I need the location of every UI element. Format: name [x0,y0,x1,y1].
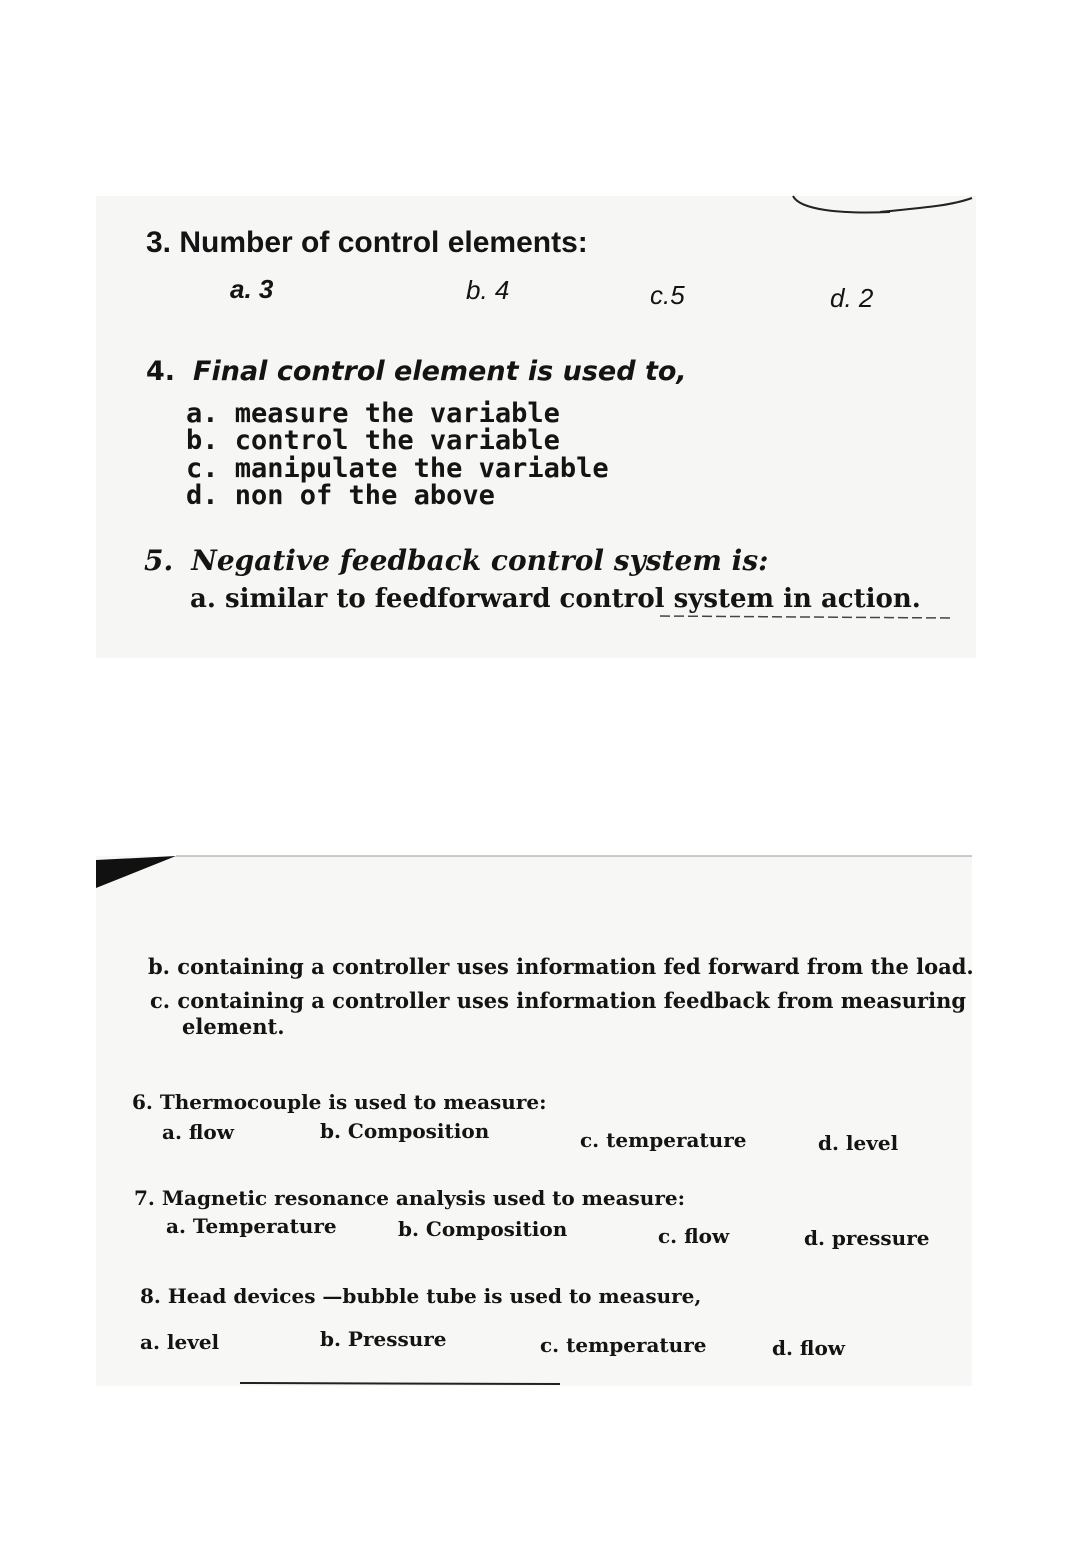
q3-option-b: b. 4 [466,275,510,305]
q3-title: 3. Number of control elements: [146,226,588,259]
q7-option-d: d. pressure [804,1226,930,1250]
q5-option-b: b. containing a controller uses information fed forward from the load. [148,954,974,979]
pen-stroke-right [880,198,972,212]
q8-option-d: d. flow [772,1336,846,1360]
q4-option-c: c. manipulate the variable [186,453,609,484]
q6-option-c: c. temperature [580,1128,747,1152]
q6-option-b: b. Composition [320,1119,490,1143]
q4-title: 4. Final control element is used to, [146,356,687,387]
q8-option-c: c. temperature [540,1333,707,1357]
q8-option-a: a. level [140,1330,220,1354]
underline-dashed [660,616,950,618]
q6-option-d: d. level [818,1131,899,1155]
q7-title: 7. Magnetic resonance analysis used to measure: [134,1186,685,1210]
q8-option-b: b. Pressure [320,1327,447,1351]
q5-option-c-line2: element. [182,1014,285,1039]
q5-option-a: a. similar to feedforward control system in action. [190,584,921,614]
q4-option-b: b. control the variable [186,425,560,456]
q3-option-d: d. 2 [830,283,874,313]
q4-option-d: d. non of the above [186,480,495,511]
q7-option-a: a. Temperature [166,1214,337,1238]
pen-stroke-upper [793,196,890,212]
q3-option-a: a. 3 [230,274,274,304]
scan-corner-shadow [96,856,176,888]
q6-option-a: a. flow [162,1120,234,1144]
q4-option-a: a. measure the variable [186,398,560,429]
q7-option-c: c. flow [658,1224,730,1248]
bottom-rule [240,1383,560,1384]
q7-option-b: b. Composition [398,1217,568,1241]
q3-option-c: c.5 [650,280,685,310]
q5-title: 5. Negative feedback control system is: [144,544,769,577]
q5-option-c-line1: c. containing a controller uses information feedback from measuring [150,988,967,1013]
q6-title: 6. Thermocouple is used to measure: [132,1090,547,1114]
q8-title: 8. Head devices —bubble tube is used to measure, [140,1284,702,1308]
